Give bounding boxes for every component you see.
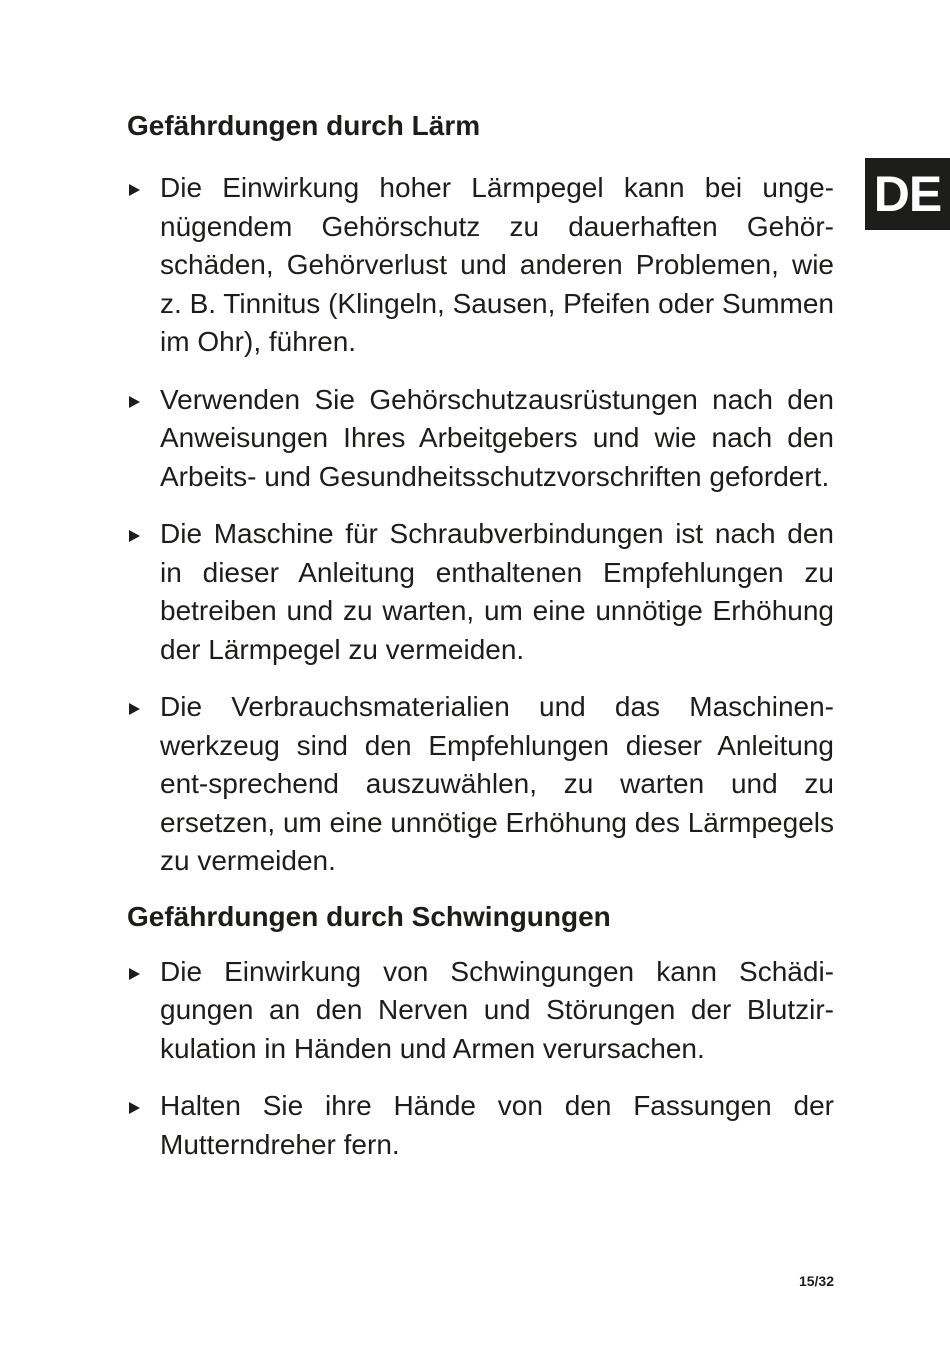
bullet-text: Halten Sie ihre Hände von den Fassungen der Mutterndreher fern.	[160, 1090, 834, 1160]
triangle-bullet-icon	[129, 530, 140, 542]
language-tab: DE	[865, 158, 950, 230]
triangle-bullet-icon	[129, 396, 140, 408]
main-content	[127, 104, 834, 1164]
bullet-text: Die Maschine für Schraubverbindungen ist nach den in dieser Anleitung enthaltenen Empfehlungen zu betreiben und zu warten, um eine unnötige Erhöhung der Lärmpegel zu vermeiden.	[160, 518, 834, 665]
bullet-text: Die Einwirkung von Schwingungen kann Schädigungen an den Nerven und Störungen der Blutzirkulation in Händen und Armen verursachen.	[160, 955, 834, 1064]
vibration-bullet-list	[127, 953, 834, 1165]
section-heading-vibration: Gefährdungen durch Schwingungen	[127, 900, 611, 932]
list-item	[127, 169, 834, 362]
bullet-text: Verwenden Sie Gehörschutzausrüstungen nach den Anweisungen Ihres Arbeitgebers und wie nach den Arbeits- und Gesundheitsschutzvorschriften gefordert.	[160, 383, 834, 492]
noise-bullet-list	[127, 169, 834, 881]
triangle-bullet-icon	[129, 703, 140, 715]
list-item	[127, 953, 834, 1069]
list-item	[127, 1087, 834, 1164]
bullet-text: Die Verbrauchsmaterialien und das Maschinenwerkzeug sind den Empfehlungen dieser Anleitung ent-sprechend auszuwählen, zu warten und zu ersetzen, um eine unnötige Erhöhung des Lärmpegels zu vermeiden.	[160, 691, 834, 876]
triangle-bullet-icon	[129, 184, 140, 196]
bullet-text: Die Einwirkung hoher Lärmpegel kann bei ungenügendem Gehörschutz zu dauerhaften Gehörschäden, Gehörverlust und anderen Problemen, wie z. B. Tinnitus (Klingeln, Sausen, Pfeifen oder Summen im Ohr), führen.	[160, 172, 834, 357]
section-heading-noise: Gefährdungen durch Lärm	[127, 110, 481, 141]
page-number: 15/32	[798, 1273, 834, 1289]
list-item	[127, 688, 834, 881]
list-item	[127, 381, 834, 497]
triangle-bullet-icon	[129, 968, 140, 980]
list-item	[127, 515, 834, 669]
triangle-bullet-icon	[129, 1102, 140, 1114]
